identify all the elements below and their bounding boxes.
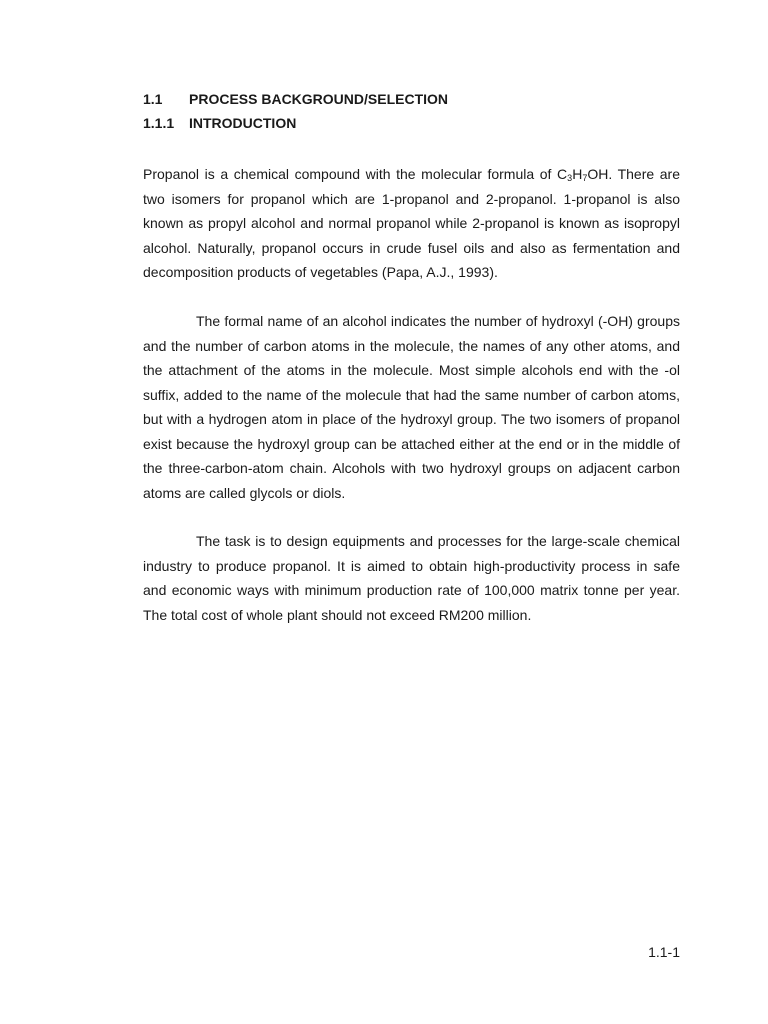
paragraph-alcohol-naming: The formal name of an alcohol indicates the number of hydroxyl (-OH) groups and the number of carbon atoms in the molecule, the names of any other atoms, and the attachment of the atoms in the molecule. Most simple alcohols end with the -ol suffix, added to the name of the molecule that had the same number of carbon atoms, but with a hydrogen atom in place of the hydroxyl group. The two isomers of propanol exist because the hydroxyl group can be attached either at the end or in the middle of the three-carbon-atom chain. Alcohols with two hydroxyl groups on adjacent carbon atoms are called glycols or diols. bbox=[143, 313, 680, 501]
paragraph-intro bbox=[143, 162, 680, 285]
formula-hydrogen-count: 7 bbox=[582, 173, 588, 183]
paragraph-intro-text-end: . There are two isomers for propanol which are 1-propanol and 2-propanol. 1-propanol is also known as propyl alcohol and normal propanol while 2-propanol is known as isopropyl alcohol. Naturally, propanol occurs in crude fusel oils and also as fermentation and decomposition products of vegetables (Papa, A.J., 1993). bbox=[143, 166, 680, 280]
subsection-heading bbox=[143, 115, 296, 131]
formula-carbon-count: 3 bbox=[567, 173, 573, 183]
subsection-title: INTRODUCTION bbox=[189, 115, 297, 131]
formula-hydrogen: H bbox=[572, 166, 583, 182]
section-title: PROCESS BACKGROUND/SELECTION bbox=[189, 91, 449, 107]
formula-carbon: C bbox=[557, 166, 568, 182]
section-number: 1.1 bbox=[143, 91, 163, 107]
paragraph-task: The task is to design equipments and processes for the large-scale chemical industry to produce propanol. It is aimed to obtain high-productivity process in safe and economic ways with minimum production rate of 100,000 matrix tonne per year. The total cost of whole plant should not exceed RM200 million. bbox=[143, 533, 680, 623]
paragraph-intro-text-start: Propanol is a chemical compound with the molecular formula of bbox=[143, 166, 558, 182]
section-heading bbox=[143, 91, 448, 107]
subsection-number: 1.1.1 bbox=[143, 115, 175, 131]
molecular-formula bbox=[557, 166, 608, 182]
formula-hydroxyl: OH bbox=[587, 166, 609, 182]
page-number: 1.1-1 bbox=[648, 944, 680, 960]
